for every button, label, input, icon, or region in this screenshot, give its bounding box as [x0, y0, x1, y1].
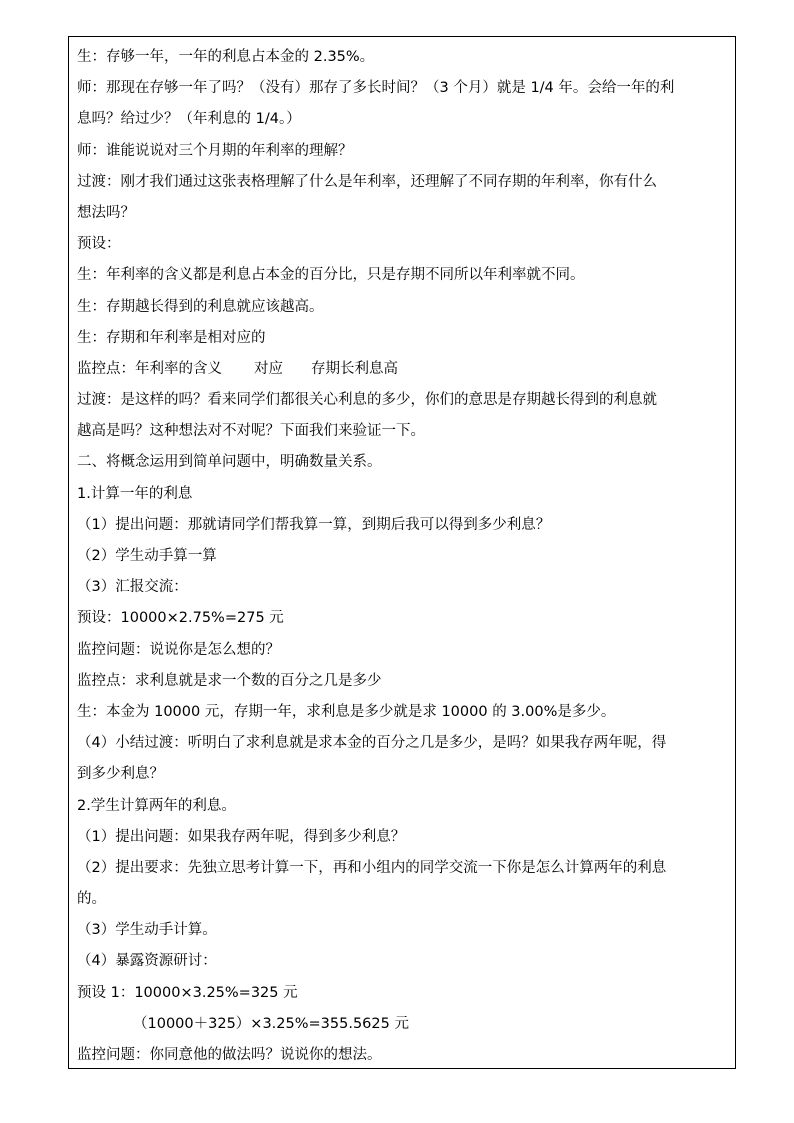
text-line: 预设：: [77, 236, 121, 253]
text-line: 过渡：是这样的吗？看来同学们都很关心利息的多少，你们的意思是存期越长得到的利息就: [77, 392, 657, 409]
formula-line: （10000＋325）×3.25%=355.5625 元: [133, 1015, 409, 1032]
text-line: 师：谁能说说对三个月期的年利率的理解？: [77, 142, 353, 159]
text-line: 过渡：刚才我们通过这张表格理解了什么是年利率，还理解了不同存期的年利率，你有什么: [77, 173, 657, 190]
lesson-text-block: [77, 42, 729, 1071]
monitor-point-longer-term: 存期长利息高: [311, 360, 398, 377]
section-heading: 二、将概念运用到简单问题中，明确数量关系。: [77, 454, 382, 471]
monitor-points-label: 监控点：年利率的含义: [77, 360, 222, 377]
text-line: （2）提出要求：先独立思考计算一下，再和小组内的同学交流一下你是怎么计算两年的利息: [77, 859, 667, 876]
text-line: 生：年利率的含义都是利息占本金的百分比，只是存期不同所以年利率就不同。: [77, 267, 585, 284]
text-line: 到多少利息？: [77, 766, 164, 783]
text-line: （2）学生动手算一算: [77, 548, 217, 564]
monitor-point-correspondence: 对应: [254, 360, 283, 377]
monitor-points-line: [77, 354, 729, 385]
text-line: 监控点：求利息就是求一个数的百分之几是多少: [77, 672, 382, 689]
text-line: （3）学生动手计算。: [77, 922, 217, 939]
text-line: 息吗？给过少？（年利息的 1/4。）: [77, 111, 301, 128]
text-line: （1）提出问题：如果我存两年呢，得到多少利息？: [77, 828, 406, 845]
text-line: （3）汇报交流：: [77, 579, 188, 596]
text-line: （1）提出问题：那就请同学们帮我算一算，到期后我可以得到多少利息？: [77, 516, 551, 533]
text-line: （4）小结过渡：听明白了求利息就是求本金的百分之几是多少，是吗？如果我存两年呢，得: [77, 735, 667, 752]
formula-line: 预设：10000×2.75%=275 元: [77, 610, 284, 627]
text-line: 师：那现在存够一年了吗？（没有）那存了多长时间？（3 个月）就是 1/4 年。会给一年的利: [77, 80, 675, 97]
subsection-heading: 2.学生计算两年的利息。: [77, 797, 236, 814]
text-line: 的。: [77, 891, 106, 908]
text-line: 监控问题：你同意他的做法吗？说说你的想法。: [77, 1047, 382, 1063]
text-line: 想法吗？: [77, 204, 135, 221]
text-line: 越高是吗？这种想法对不对呢？下面我们来验证一下。: [77, 423, 425, 440]
text-line: 生：本金为 10000 元，存期一年，求利息是多少就是求 10000 的 3.00%是多少。: [77, 703, 616, 720]
text-line: 生：存期越长得到的利息就应该越高。: [77, 298, 324, 315]
formula-line: 预设 1：10000×3.25%=325 元: [77, 984, 298, 1001]
text-line: 生：存够一年，一年的利息占本金的 2.35%。: [77, 49, 375, 65]
subsection-heading: 1.计算一年的利息: [77, 485, 193, 502]
text-line: 生：存期和年利率是相对应的: [77, 329, 266, 346]
text-line: （4）暴露资源研讨：: [77, 953, 217, 970]
text-line: 监控问题：说说你是怎么想的？: [77, 641, 280, 658]
